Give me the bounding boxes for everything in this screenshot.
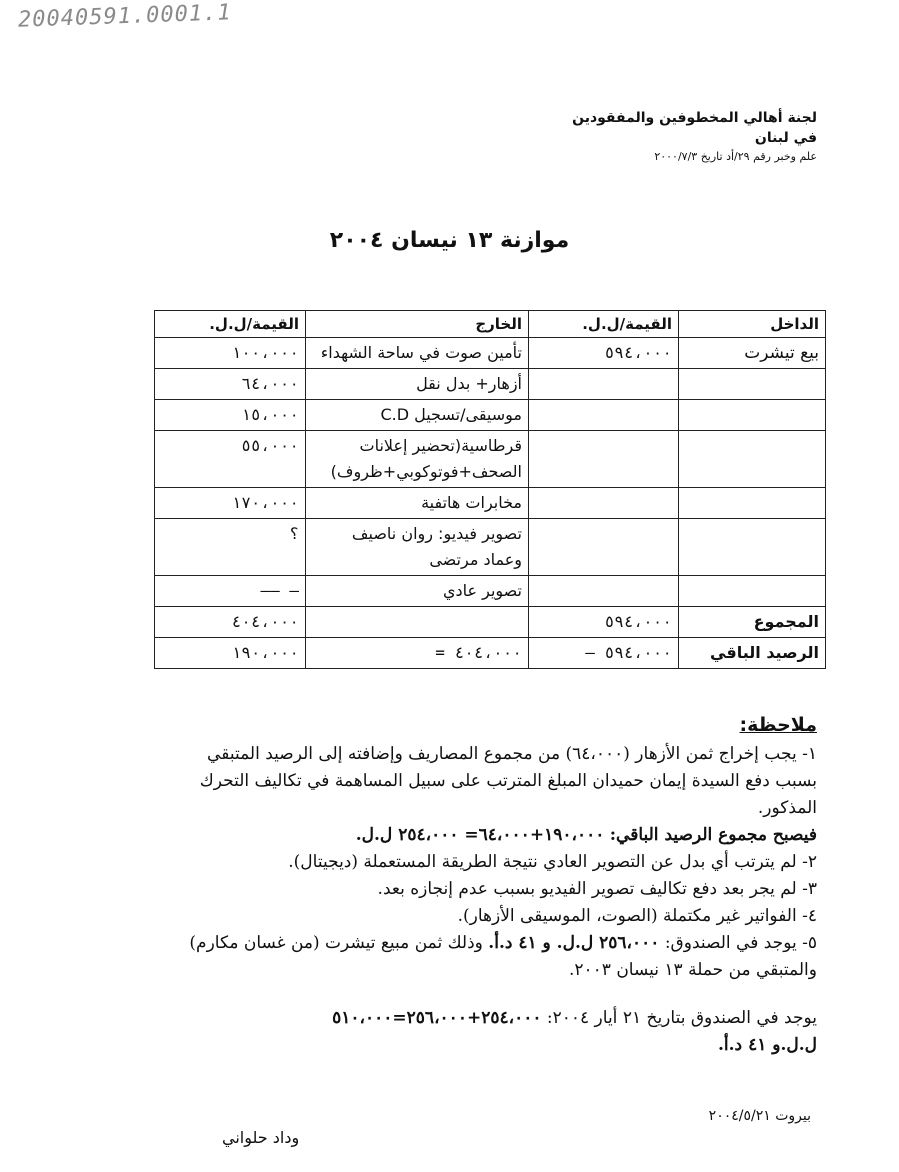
- total-expense-value: ٤٠٤،٠٠٠: [155, 607, 306, 638]
- expense-cell: قرطاسية(تحضير إعلانات الصحف+فوتوكوبي+ظروف): [306, 431, 529, 488]
- note-5-amount: ٢٥٦،٠٠٠ ل.ل. و ٤١ د.أ.: [488, 933, 660, 953]
- note-1-result-value: ١٩٠،٠٠٠+٦٤،٠٠٠= ٢٥٤،٠٠٠ ل.ل.: [355, 825, 605, 845]
- header-expense-value: القيمة/ل.ل.: [155, 311, 306, 338]
- notes-heading: ملاحظة:: [739, 714, 817, 736]
- expense-value-cell: – ––: [155, 576, 306, 607]
- expense-cell: تصوير فيديو: روان ناصيف وعماد مرتضى: [306, 519, 529, 576]
- income-cell: [679, 576, 826, 607]
- note-3: ٣- لم يجر بعد دفع تكاليف تصوير الفيديو بسبب عدم إنجازه بعد.: [377, 879, 817, 899]
- balance-income-value: ٥٩٤،٠٠٠ –: [529, 638, 679, 669]
- income-value-cell: [529, 369, 679, 400]
- expense-cell: تأمين صوت في ساحة الشهداء: [306, 338, 529, 369]
- income-value-cell: [529, 576, 679, 607]
- table-row: [155, 576, 826, 607]
- cash-line-2: ل.ل.و ٤١ د.أ.: [718, 1035, 817, 1055]
- income-cell: [679, 488, 826, 519]
- expense-cell: مخابرات هاتفية: [306, 488, 529, 519]
- note-5-pre: ٥- يوجد في الصندوق:: [664, 933, 817, 953]
- income-value-cell: ٥٩٤،٠٠٠: [529, 338, 679, 369]
- budget-table: [154, 310, 826, 669]
- table-row: [155, 369, 826, 400]
- expense-value-cell: ؟: [155, 519, 306, 576]
- cash-calc: ٢٥٤،٠٠٠+٢٥٦،٠٠٠=٥١٠،٠٠٠: [332, 1008, 542, 1028]
- expense-value-cell: ١٠٠،٠٠٠: [155, 338, 306, 369]
- total-row: [155, 607, 826, 638]
- note-5: [177, 930, 817, 984]
- balance-expense-cell: ٤٠٤،٠٠٠ =: [306, 638, 529, 669]
- income-value-cell: [529, 400, 679, 431]
- cash-text: يوجد في الصندوق بتاريخ ٢١ أيار ٢٠٠٤:: [546, 1008, 817, 1028]
- income-cell: [679, 519, 826, 576]
- table-row: [155, 431, 826, 488]
- archive-number: 20040591.0001.1: [17, 0, 233, 33]
- note-1: ١- يجب إخراج ثمن الأزهار (٦٤،٠٠٠) من مجموع المصاريف وإضافته إلى الرصيد المتبقي بسبب دفع السيدة إيمان حميدان المبلغ المترتب على سبيل المساهمة في تكاليف التحرك المذكور.: [199, 744, 817, 818]
- header-income-value: القيمة/ل.ل.: [529, 311, 679, 338]
- notes-section: [177, 712, 817, 984]
- income-cell: [679, 400, 826, 431]
- org-country: في لبنان: [754, 130, 817, 146]
- page-title: موازنة ١٣ نيسان ٢٠٠٤: [329, 228, 570, 253]
- note-5-post: وذلك ثمن مبيع تيشرت (من غسان مكارم) والمتبقي من حملة ١٣ نيسان ٢٠٠٣.: [189, 933, 817, 980]
- balance-expense-value: ١٩٠،٠٠٠: [155, 638, 306, 669]
- registration-info: علم وخبر رقم ٢٩/أد تاريخ ٢٠٠٠/٧/٣: [654, 150, 817, 163]
- cash-summary: [177, 1005, 817, 1059]
- note-2: ٢- لم يترتب أي بدل عن التصوير العادي نتيجة الطريقة المستعملة (ديجيتال).: [288, 852, 817, 872]
- income-cell: [679, 369, 826, 400]
- org-name: لجنة أهالي المخطوفين والمفقودين: [572, 110, 817, 126]
- table-header-row: [155, 311, 826, 338]
- cash-line-1: [177, 1005, 817, 1032]
- expense-value-cell: ٥٥،٠٠٠: [155, 431, 306, 488]
- table-row: [155, 400, 826, 431]
- table-row: [155, 519, 826, 576]
- expense-cell: تصوير عادي: [306, 576, 529, 607]
- expense-cell: أزهار+ بدل نقل: [306, 369, 529, 400]
- header-income: الداخل: [679, 311, 826, 338]
- balance-row: [155, 638, 826, 669]
- signature: وداد حلواني: [222, 1128, 300, 1147]
- expense-value-cell: ٦٤،٠٠٠: [155, 369, 306, 400]
- income-cell: بيع تيشرت: [679, 338, 826, 369]
- note-1-result: [177, 822, 817, 849]
- note-4: ٤- الفواتير غير مكتملة (الصوت، الموسيقى الأزهار).: [457, 906, 817, 926]
- total-expense-cell: [306, 607, 529, 638]
- note-1-result-label: فيصبح مجموع الرصيد الباقي:: [609, 825, 817, 845]
- total-income-value: ٥٩٤،٠٠٠: [529, 607, 679, 638]
- income-value-cell: [529, 488, 679, 519]
- table-row: [155, 488, 826, 519]
- expense-value-cell: ١٧٠،٠٠٠: [155, 488, 306, 519]
- expense-value-cell: ١٥،٠٠٠: [155, 400, 306, 431]
- income-value-cell: [529, 519, 679, 576]
- income-cell: [679, 431, 826, 488]
- total-label: المجموع: [679, 607, 826, 638]
- header-expense: الخارج: [306, 311, 529, 338]
- income-value-cell: [529, 431, 679, 488]
- table-row: [155, 338, 826, 369]
- balance-label: الرصيد الباقي: [679, 638, 826, 669]
- expense-cell: موسيقى/تسجيل C.D: [306, 400, 529, 431]
- place-date: بيروت ٢٠٠٤/٥/٢١: [708, 1108, 811, 1124]
